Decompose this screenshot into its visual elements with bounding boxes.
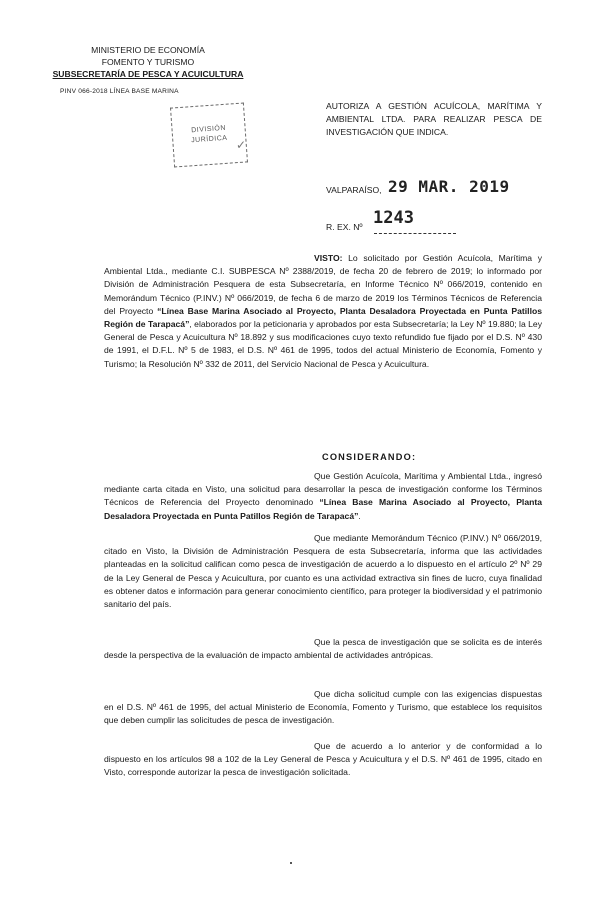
visto-label: VISTO: xyxy=(314,253,343,263)
date-stamp: 29 MAR. 2019 xyxy=(388,177,510,196)
visto-section xyxy=(104,252,542,371)
resolution-subject: AUTORIZA A GESTIÓN ACUÍCOLA, MARÍTIMA Y AMBIENTAL LTDA. PARA REALIZAR PESCA DE INVESTIGACIÓN QUE INDICA. xyxy=(326,101,542,137)
visto-paragraph: VISTO: Lo solicitado por Gestión Acuícola, Marítima y Ambiental Ltda., mediante C.I. SUBPESCA Nº 2388/2019, de fecha 20 de febrero de 2019; lo informado por División de Administración Pesquera de esta Subsecretaría, en Informe Técnico Nº 066/2019, contenido en Memorándum Técnico (P.INV.) Nº 066/2019, de fecha 6 de marzo de 2019 los Términos Técnicos de Referencia del Proyecto “Línea Base Marina Asociado al Proyecto, Planta Desaladora Proyectada en Punta Patillos Región de Tarapacá”, elaborados por la peticionaria y aprobados por esta Subsecretaría; la Ley Nº 19.880; la Ley General de Pesca y Acuicultura Nº 18.892 y sus modificaciones cuyo texto refundido fue fijado por el D.S. Nº 430 de 1991, el D.F.L. Nº 5 de 1983, el D.S. Nº 461 de 1995, todos del actual Ministerio de Economía, Fomento y Turismo; la Resolución Nº 332 de 2011, del Servicio Nacional de Pesca y Acuicultura. xyxy=(104,253,543,369)
subsecretaria-name: SUBSECRETARÍA DE PESCA Y ACUICULTURA xyxy=(52,69,244,79)
considerando-paragraph-5: Que de acuerdo a lo anterior y de conformidad a lo dispuesto en los artículos 98 a 102 de la Ley General de Pesca y Acuicultura y el D.S. Nº 461 de 1995, citado en Visto, corresponde autorizar la pesca de investigación solicitada. xyxy=(104,741,542,778)
rex-label: R. EX. Nº xyxy=(326,222,363,232)
ministry-portfolio: FOMENTO Y TURISMO xyxy=(101,57,195,67)
considerando-paragraph-3: Que la pesca de investigación que se solicita es de interés desde la perspectiva de la evaluación de impacto ambiental de actividades antrópicas. xyxy=(104,637,542,661)
project-name: “Línea Base Marina Asociado al Proyecto, Planta Desaladora Proyectada en Punta Patillos Región de Tarapacá” xyxy=(104,305,542,330)
ministry-name: MINISTERIO DE ECONOMÍA xyxy=(91,45,205,55)
project-name: “Línea Base Marina Asociado al Proyecto, Planta Desaladora Proyectada en Punta Patillos Región de Tarapacá” xyxy=(104,497,542,521)
approval-stamp xyxy=(170,102,248,167)
considerando-paragraph-1: Que Gestión Acuícola, Marítima y Ambiental Ltda., ingresó mediante carta citada en Visto, una solicitud para desarrollar la pesca de investigación conforme los Términos Técnicos de Referencia del Proyecto denominado “Línea Base Marina Asociado al Proyecto, Planta Desaladora Proyectada en Punta Patillos Región de Tarapacá”. xyxy=(104,471,542,521)
letterhead xyxy=(48,44,248,80)
check-mark-icon: ✓ xyxy=(236,138,247,152)
considerando-heading: CONSIDERANDO: xyxy=(322,452,417,462)
rex-number: 1243 xyxy=(373,208,414,228)
rex-underline xyxy=(374,233,456,234)
considerando-paragraph-4: Que dicha solicitud cumple con las exigencias dispuestas en el D.S. Nº 461 de 1995, del actual Ministerio de Economía, Fomento y Turismo, que establece los requisitos que deben cumplir las solicitudes de pesca de investigación. xyxy=(104,689,542,726)
place: VALPARAÍSO, xyxy=(326,185,382,195)
stamp-line-2: JURÍDICA xyxy=(190,134,228,145)
page-dot xyxy=(290,862,292,864)
resolution-number xyxy=(326,208,546,236)
place-date xyxy=(326,177,546,201)
considerando-paragraph-2: Que mediante Memorándum Técnico (P.INV.) Nº 066/2019, citado en Visto, la División de Administración Pesquera de esta Subsecretaría, informa que las actividades planteadas en la solicitud califican como pesca de investigación de acuerdo a lo dispuesto en el artículo 2º Nº 29 de la Ley General de Pesca y Acuicultura, por cuanto es una actividad extractiva sin fines de lucro, cuya finalidad es obtener datos e información para generar conocimiento científico, para proteger la biodiversidad y el patrimonio sanitario del país. xyxy=(104,533,542,610)
stamp-line-1: DIVISIÓN xyxy=(191,124,227,135)
reference-code: PINV 066-2018 LÍNEA BASE MARINA xyxy=(60,88,179,95)
